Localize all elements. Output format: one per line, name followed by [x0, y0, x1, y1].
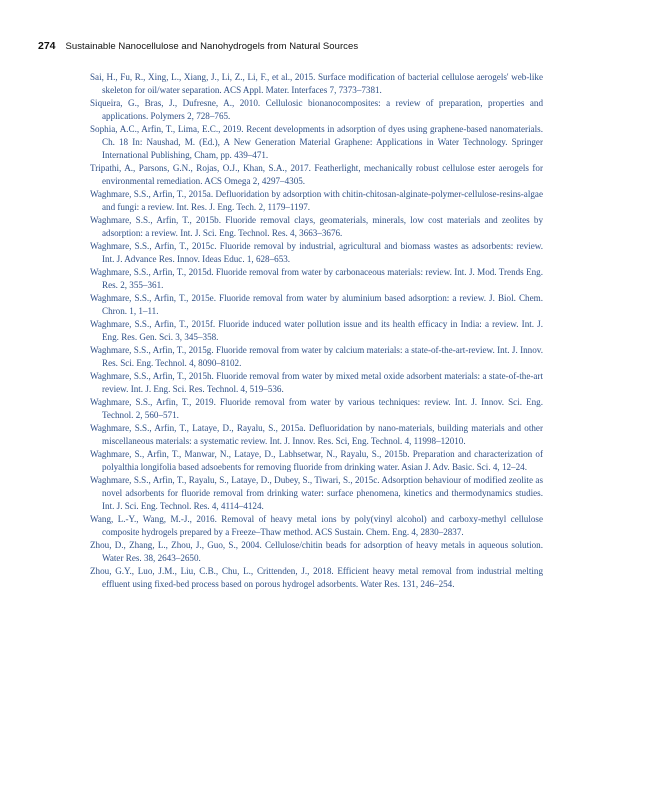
reference-entry: Waghmare, S.S., Arfin, T., 2015f. Fluoride induced water pollution issue and its health efficacy in India: a review. Int. J. Eng. Res. Gen. Sci. 3, 345–358.: [90, 319, 543, 342]
reference-entry: Waghmare, S.S., Arfin, T., 2015g. Fluoride removal from water by calcium materials: a state-of-the-art-review. Int. J. Innov. Res. Sci. Eng. Technol. 4, 8090–8102.: [90, 345, 543, 368]
reference-entry: Waghmare, S., Arfin, T., Manwar, N., Lataye, D., Labhsetwar, N., Rayalu, S., 2015b. Preparation and characterization of polyalthia longifolia based adsoebents for removing fluoride from drinking water. Asian J. Adv. Basic. Sci. 4, 12–24.: [90, 449, 543, 472]
running-title: Sustainable Nanocellulose and Nanohydrogels from Natural Sources: [65, 41, 359, 52]
reference-entry: Waghmare, S.S., Arfin, T., Lataye, D., Rayalu, S., 2015a. Defluoridation by nano-materials, building materials and other miscellaneous materials: a systematic review. Int. J. Innov. Res. Sci, Eng. Technol. 4, 11998–12010.: [90, 423, 543, 446]
reference-entry: Wang, L.-Y., Wang, M.-J., 2016. Removal of heavy metal ions by poly(vinyl alcohol) and carboxy-methyl cellulose composite hydrogels prepared by a Freeze–Thaw method. ACS Sustain. Chem. Eng. 4, 2830–2837.: [90, 514, 543, 537]
reference-entry: Sophia, A.C., Arfin, T., Lima, E.C., 2019. Recent developments in adsorption of dyes using graphene-based nanomaterials. Ch. 18 In: Naushad, M. (Ed.), A New Generation Material Graphene: Applications in Water Technology. Springer International Publishing, Cham, pp. 439–471.: [90, 124, 543, 160]
reference-entry: Waghmare, S.S., Arfin, T., 2015e. Fluoride removal from water by aluminium based adsorption: a review. J. Biol. Chem. Chron. 1, 1–11.: [90, 293, 543, 316]
reference-entry: Waghmare, S.S., Arfin, T., 2015h. Fluoride removal from water by mixed metal oxide adsorbent materials: a state-of-the-art review. Int. J. Eng. Sci. Res. Technol. 4, 519–536.: [90, 371, 543, 394]
reference-list: [90, 71, 543, 591]
reference-entry: Waghmare, S.S., Arfin, T., Rayalu, S., Lataye, D., Dubey, S., Tiwari, S., 2015c. Adsorption behaviour of modified zeolite as novel adsorbents for fluoride removal from drinking water: surface phenomena, kinetics and thermodynamics studies. Int. J. Sci. Eng. Technol. Res. 4, 4114–4124.: [90, 475, 543, 511]
reference-entry: Waghmare, S.S., Arfin, T., 2015a. Defluoridation by adsorption with chitin-chitosan-alginate-polymer-cellulose-resins-algae and fungi: a review. Int. Res. J. Eng. Tech. 2, 1179–1197.: [90, 189, 543, 212]
reference-entry: Waghmare, S.S., Arfin, T., 2015b. Fluoride removal clays, geomaterials, minerals, low cost materials and zeolites by adsorption: a review. Int. J. Sci. Eng. Technol. Res. 4, 3663–3676.: [90, 215, 543, 238]
reference-entry: Sai, H., Fu, R., Xing, L., Xiang, J., Li, Z., Li, F., et al., 2015. Surface modification of bacterial cellulose aerogels' web-like skeleton for oil/water separation. ACS Appl. Mater. Interfaces 7, 7373–7381.: [90, 72, 543, 95]
reference-entry: Tripathi, A., Parsons, G.N., Rojas, O.J., Khan, S.A., 2017. Featherlight, mechanically robust cellulose ester aerogels for environmental remediation. ACS Omega 2, 4297–4305.: [90, 163, 543, 186]
reference-entry: Zhou, D., Zhang, L., Zhou, J., Guo, S., 2004. Cellulose/chitin beads for adsorption of heavy metals in aqueous solution. Water Res. 38, 2643–2650.: [90, 540, 543, 563]
reference-entry: Siqueira, G., Bras, J., Dufresne, A., 2010. Cellulosic bionanocomposites: a review of preparation, properties and applications. Polymers 2, 728–765.: [90, 98, 543, 121]
reference-entry: Waghmare, S.S., Arfin, T., 2019. Fluoride removal from water by various techniques: review. Int. J. Innov. Sci. Eng. Technol. 2, 560–571.: [90, 397, 543, 420]
running-header: [38, 40, 358, 54]
page-number: 274: [38, 40, 56, 52]
reference-entry: Waghmare, S.S., Arfin, T., 2015d. Fluoride removal from water by carbonaceous materials: review. Int. J. Mod. Trends Eng. Res. 2, 355–361.: [90, 267, 543, 290]
reference-entry: Waghmare, S.S., Arfin, T., 2015c. Fluoride removal by industrial, agricultural and biomass wastes as adsorbents: review. Int. J. Advance Res. Innov. Ideas Educ. 1, 628–653.: [90, 241, 543, 264]
reference-entry: Zhou, G.Y., Luo, J.M., Liu, C.B., Chu, L., Crittenden, J., 2018. Efficient heavy metal removal from industrial melting effluent using fixed-bed process based on porous hydrogel adsorbents. Water Res. 131, 246–254.: [90, 566, 543, 589]
